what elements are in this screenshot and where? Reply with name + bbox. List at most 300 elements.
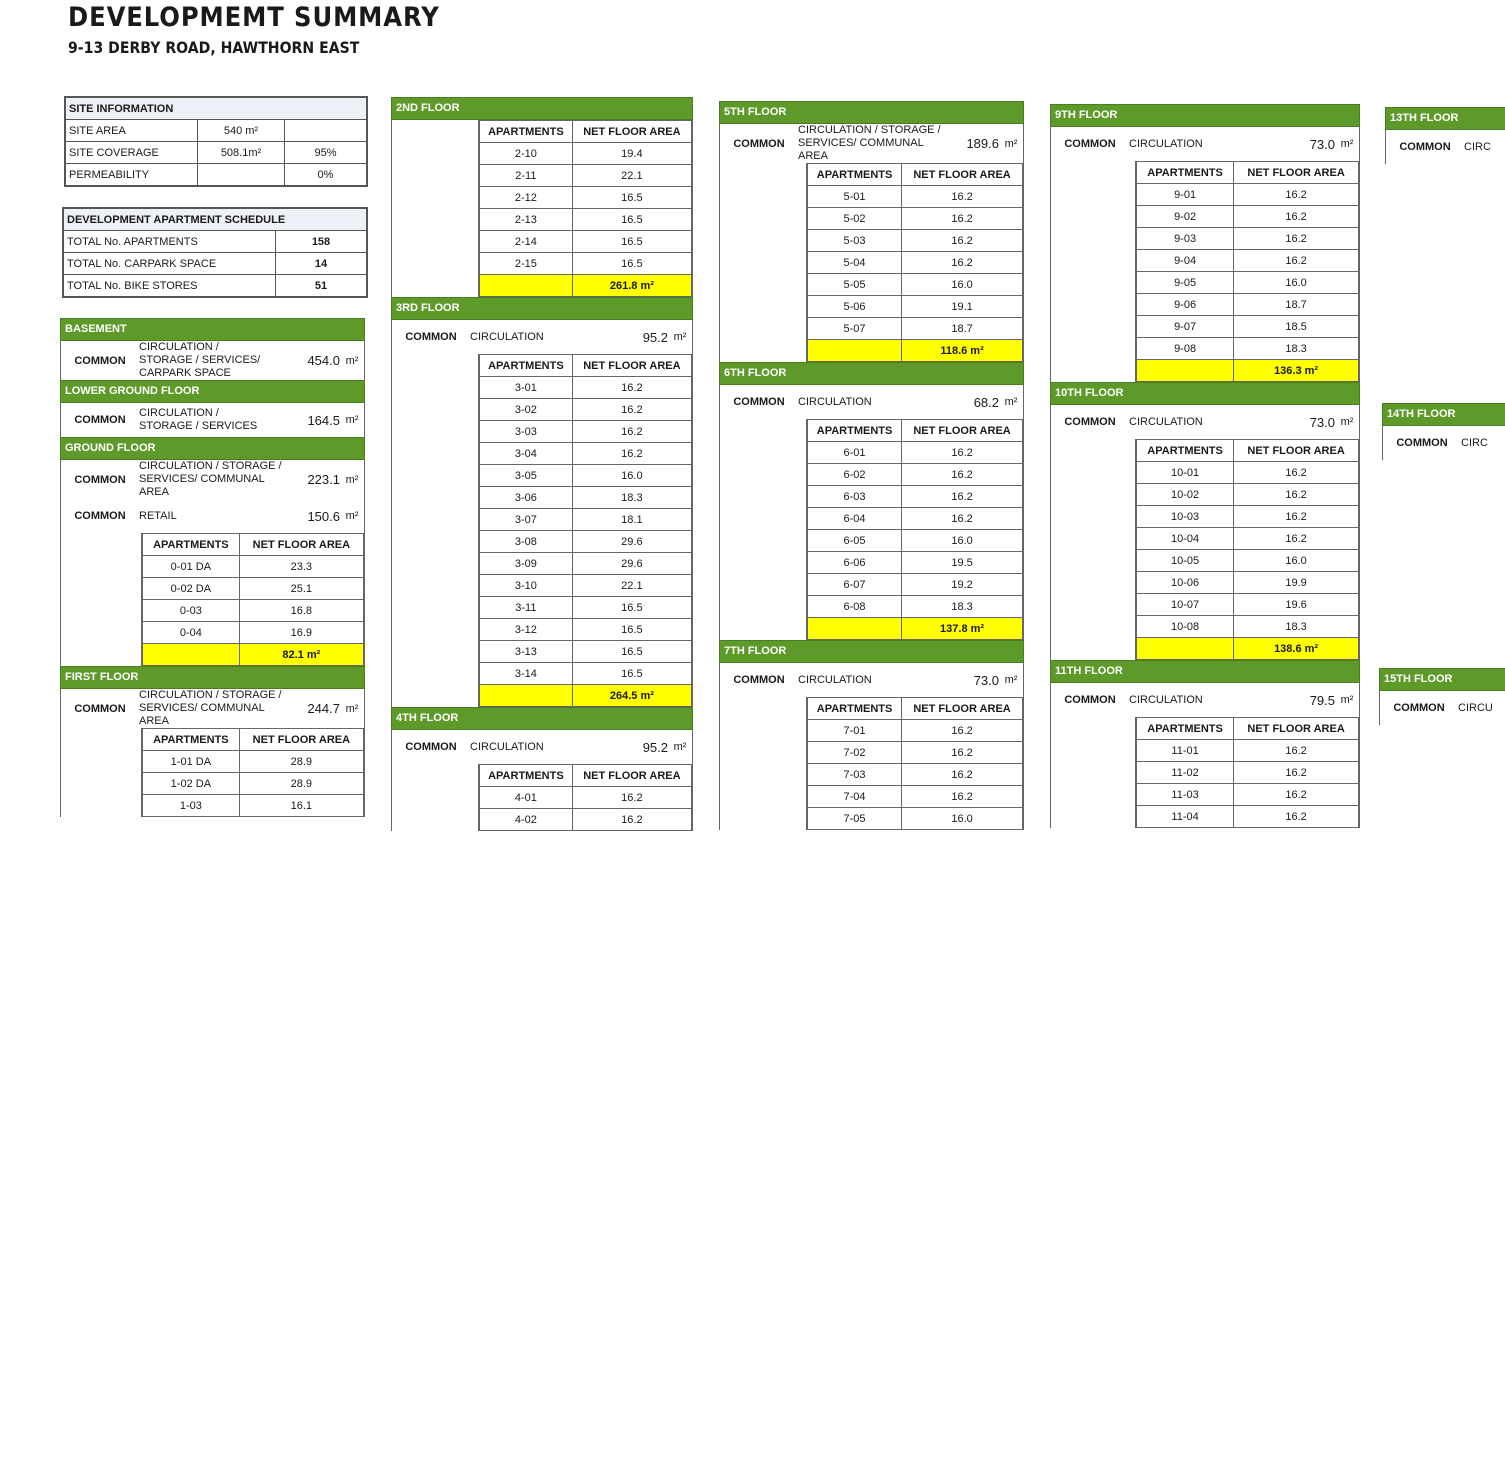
apartment-area: 16.2 [1234,462,1359,484]
common-label: COMMON [1396,437,1448,449]
unit-label: m² [673,741,687,753]
apartment-id: 3-04 [480,443,573,465]
common-area-row [719,124,1024,163]
table-row [480,231,692,253]
page-subtitle: 9-13 DERBY ROAD, HAWTHORN EAST [68,38,360,57]
apartment-id: 6-08 [808,596,902,618]
floor-heading: 4TH FLOOR [391,707,693,730]
table-row [808,808,1023,830]
net-floor-area-header: NET FLOOR AREA [1234,162,1359,184]
table-row [808,720,1023,742]
total-spacer [1137,360,1234,382]
apartment-area: 16.2 [1234,484,1359,506]
apartment-area: 18.1 [572,509,691,531]
common-description: CIRCU [1458,701,1493,714]
apartment-area: 16.0 [902,530,1023,552]
table-row: TOTAL No. CARPARK SPACE 14 [64,253,367,275]
apartment-id: 3-09 [480,553,573,575]
common-area-value: 223.1 [307,472,340,487]
net-floor-area-header: NET FLOOR AREA [1234,440,1359,462]
table-row [143,795,364,817]
table-row [143,600,364,622]
unit-label: m² [345,354,359,367]
apartment-area: 19.5 [902,552,1023,574]
unit-table [391,354,693,707]
apartment-area: 16.2 [1234,228,1359,250]
apartment-id: 9-08 [1137,338,1234,360]
apartment-area: 16.2 [902,508,1023,530]
apartment-area: 16.1 [239,795,363,817]
apartment-area: 16.2 [1234,740,1359,762]
unit-table [1050,161,1360,382]
net-floor-area-header: NET FLOOR AREA [572,355,691,377]
unit-table-header [143,729,364,751]
total-area: 138.6 m² [1234,638,1359,660]
apartment-id: 6-06 [808,552,902,574]
common-area-row [391,320,693,354]
net-floor-area-header: NET FLOOR AREA [902,164,1023,186]
total-row [1137,360,1359,382]
unit-table [719,419,1024,640]
floor-section-ground [60,437,365,666]
table-row [808,486,1023,508]
apartment-area: 28.9 [239,751,363,773]
unit-label: m² [1340,416,1354,428]
apartment-id: 10-04 [1137,528,1234,550]
total-area: 137.8 m² [902,618,1023,640]
common-area-row [1379,691,1505,725]
table-row [480,143,692,165]
table-row [480,165,692,187]
apartment-area: 16.2 [572,421,691,443]
unit-label: m² [345,702,359,715]
floor-section-fourteenth [1382,403,1505,460]
table-row [808,742,1023,764]
apartment-area: 16.2 [1234,506,1359,528]
table-row [808,596,1023,618]
apartment-area: 16.2 [902,208,1023,230]
table-row [1137,506,1359,528]
apartment-area: 18.5 [1234,316,1359,338]
common-description: RETAIL [139,509,177,522]
total-row [808,618,1023,640]
floor-column-5c [1379,668,1505,1469]
common-label: COMMON [733,137,785,150]
table-row [480,465,692,487]
apartment-id: 3-11 [480,597,573,619]
unit-label: m² [1340,694,1354,706]
apartment-area: 16.5 [572,641,691,663]
apartment-id: 3-10 [480,575,573,597]
apartment-id: 9-06 [1137,294,1234,316]
floor-column-2 [391,97,693,898]
apartment-id: 5-03 [808,230,902,252]
apartment-area: 16.9 [239,622,363,644]
table-row [1137,316,1359,338]
common-area-value: 244.7 [307,701,340,716]
common-description: CIRCULATION / STORAGE / SERVICES/ CARPARK SPACE [139,341,261,379]
table-row [1137,784,1359,806]
floor-heading: 11TH FLOOR [1050,660,1360,683]
page-title: DEVELOPMEMT SUMMARY [68,2,440,33]
unit-table [1050,439,1360,660]
apartment-area: 19.4 [572,143,691,165]
apartment-id: 3-01 [480,377,573,399]
apartment-id: 3-02 [480,399,573,421]
floor-heading: BASEMENT [60,318,365,341]
common-description: CIRCULATION / STORAGE / SERVICES [139,407,258,432]
apartment-area: 18.3 [902,596,1023,618]
net-floor-area-header: NET FLOOR AREA [902,420,1023,442]
unit-label: m² [345,473,359,486]
unit-table [391,120,693,297]
table-row [480,553,692,575]
apartment-area: 19.2 [902,574,1023,596]
site-information-heading: SITE INFORMATION [66,98,367,120]
apartment-area: 16.2 [902,720,1023,742]
table-row [480,487,692,509]
unit-table-header [1137,162,1359,184]
apartment-area: 18.3 [1234,616,1359,638]
common-area-row [719,385,1024,419]
table-row [1137,616,1359,638]
apartment-area: 16.2 [902,786,1023,808]
common-label: COMMON [1064,138,1116,150]
unit-label: m² [1004,396,1018,408]
table-row [480,253,692,275]
apartments-header: APARTMENTS [1137,440,1234,462]
common-area-value: 164.5 [307,412,340,428]
unit-label: m² [345,510,359,522]
table-row [808,508,1023,530]
common-label: COMMON [74,510,126,522]
apartments-header: APARTMENTS [143,534,240,556]
common-area-value: 95.2 [642,329,668,345]
apartment-area: 16.2 [902,230,1023,252]
apartment-id: 6-02 [808,464,902,486]
apartment-id: 11-01 [1137,740,1234,762]
table-row [808,552,1023,574]
floor-heading: GROUND FLOOR [60,437,365,460]
apartment-id: 4-02 [480,809,573,831]
common-label: COMMON [733,396,785,408]
apartment-id: 9-04 [1137,250,1234,272]
common-area-value: 73.0 [1309,136,1335,152]
unit-table-header [1137,718,1359,740]
apartment-area: 16.2 [902,764,1023,786]
table-row [1137,740,1359,762]
table-row: SITE AREA 540 m² [66,120,367,142]
apartment-area: 16.5 [572,231,691,253]
apartment-area: 16.0 [902,274,1023,296]
table-row [1137,550,1359,572]
common-area-value: 95.2 [642,739,668,755]
common-label: COMMON [1064,416,1116,428]
floor-heading: 5TH FLOOR [719,101,1024,124]
floor-heading: 15TH FLOOR [1379,668,1505,691]
apartment-id: 10-05 [1137,550,1234,572]
unit-table-header [808,698,1023,720]
common-description: CIRCULATION / STORAGE / SERVICES/ COMMUNAL AREA [139,460,282,498]
table-row [808,296,1023,318]
floor-column-1 [60,318,365,1119]
total-spacer [808,618,902,640]
floor-heading: 6TH FLOOR [719,362,1024,385]
common-area-row [60,689,365,728]
table-row [808,208,1023,230]
table-row [480,531,692,553]
apartment-id: 6-03 [808,486,902,508]
table-row [1137,206,1359,228]
apartment-id: 9-01 [1137,184,1234,206]
floor-heading: 10TH FLOOR [1050,382,1360,405]
unit-table [60,533,365,666]
net-floor-area-header: NET FLOOR AREA [572,765,691,787]
common-area-row [391,730,693,764]
table-row [480,399,692,421]
table-row [143,556,364,578]
floor-column-4 [1050,104,1360,905]
floor-section-eleventh [1050,660,1360,828]
apartment-id: 10-06 [1137,572,1234,594]
table-row: SITE COVERAGE 508.1m² 95% [66,142,367,164]
unit-table-spacer [1051,717,1136,828]
table-row [808,186,1023,208]
table-row [1137,250,1359,272]
apartment-area: 19.9 [1234,572,1359,594]
apartment-area: 16.2 [572,399,691,421]
apartment-id: 2-11 [480,165,573,187]
apartment-id: 6-05 [808,530,902,552]
unit-table-spacer [1051,161,1136,382]
unit-table-spacer [392,120,479,297]
common-area-row [1050,405,1360,439]
common-label: COMMON [74,473,126,486]
total-area: 136.3 m² [1234,360,1359,382]
apartment-area: 16.0 [1234,550,1359,572]
table-row [480,187,692,209]
floor-column-3 [719,101,1024,902]
table-row: TOTAL No. BIKE STORES 51 [64,275,367,297]
common-area-row [60,341,365,380]
floor-section-ninth [1050,104,1360,382]
apartment-id: 5-02 [808,208,902,230]
apartment-id: 7-01 [808,720,902,742]
floor-heading: LOWER GROUND FLOOR [60,380,365,403]
floor-section-sixth [719,362,1024,640]
table-row [1137,762,1359,784]
apartment-area: 19.6 [1234,594,1359,616]
apartment-id: 9-03 [1137,228,1234,250]
apartment-id: 7-04 [808,786,902,808]
table-row [1137,572,1359,594]
common-label: COMMON [74,702,126,715]
apartment-id: 1-02 DA [143,773,240,795]
common-description: CIRCULATION [1129,693,1203,706]
table-row [808,230,1023,252]
table-row [808,442,1023,464]
table-row [1137,272,1359,294]
unit-label: m² [673,331,687,343]
floor-section-tenth [1050,382,1360,660]
apartment-id: 0-04 [143,622,240,644]
table-row [480,377,692,399]
apartment-id: 6-07 [808,574,902,596]
apartments-header: APARTMENTS [480,121,573,143]
common-area-value: 68.2 [973,394,999,410]
unit-table-spacer [61,533,142,666]
apartment-area: 16.2 [902,442,1023,464]
apartment-id: 5-06 [808,296,902,318]
apartment-id: 10-01 [1137,462,1234,484]
table-row [1137,228,1359,250]
apartment-id: 0-02 DA [143,578,240,600]
apartment-area: 22.1 [572,165,691,187]
table-row [480,509,692,531]
total-area: 118.6 m² [902,340,1023,362]
net-floor-area-header: NET FLOOR AREA [572,121,691,143]
net-floor-area-header: NET FLOOR AREA [239,729,363,751]
apartment-area: 16.2 [572,443,691,465]
floor-section-fifteenth [1379,668,1505,725]
apartment-id: 3-08 [480,531,573,553]
apartment-id: 7-02 [808,742,902,764]
unit-table [719,697,1024,830]
table-row [480,575,692,597]
total-area: 261.8 m² [572,275,691,297]
apartment-area: 18.7 [1234,294,1359,316]
table-row [808,764,1023,786]
apartment-area: 16.2 [902,464,1023,486]
table-row [1137,594,1359,616]
table-row [143,773,364,795]
common-area-row [719,663,1024,697]
apartment-area: 25.1 [239,578,363,600]
apartment-area: 16.5 [572,253,691,275]
unit-table-header [143,534,364,556]
floor-section-thirteenth [1385,107,1505,164]
apartments-header: APARTMENTS [808,698,902,720]
common-label: COMMON [1393,702,1445,714]
total-spacer [480,275,573,297]
net-floor-area-header: NET FLOOR AREA [239,534,363,556]
apartment-id: 3-12 [480,619,573,641]
unit-table [60,728,365,817]
apartment-id: 5-01 [808,186,902,208]
apartment-area: 16.0 [572,465,691,487]
floor-section-fourth [391,707,693,831]
table-row [480,619,692,641]
apartment-area: 16.5 [572,619,691,641]
common-description: CIRCULATION [1129,415,1203,428]
unit-table-spacer [61,728,142,817]
apartment-id: 3-06 [480,487,573,509]
table-row [808,786,1023,808]
apartment-area: 18.3 [572,487,691,509]
common-area-row [1050,683,1360,717]
common-label: COMMON [405,331,457,343]
apartments-header: APARTMENTS [1137,162,1234,184]
apartment-schedule-table [62,207,368,298]
floor-section-third [391,297,693,707]
unit-label: m² [1340,138,1354,150]
apartment-id: 11-03 [1137,784,1234,806]
apartment-id: 2-13 [480,209,573,231]
unit-table-header [1137,440,1359,462]
apartments-header: APARTMENTS [480,355,573,377]
unit-table-header [480,355,692,377]
apartment-id: 2-15 [480,253,573,275]
common-area-row [60,499,365,533]
floor-section-second [391,97,693,297]
unit-table-header [480,765,692,787]
apartments-header: APARTMENTS [808,420,902,442]
common-description: CIRCULATION / STORAGE / SERVICES/ COMMUNAL AREA [798,124,941,162]
table-row [1137,806,1359,828]
apartment-id: 10-08 [1137,616,1234,638]
net-floor-area-header: NET FLOOR AREA [902,698,1023,720]
floor-section-first [60,666,365,817]
unit-table-spacer [720,697,807,830]
common-area-row [1382,426,1505,460]
table-row [480,421,692,443]
unit-label: m² [1004,137,1018,150]
apartments-header: APARTMENTS [143,729,240,751]
apartment-id: 3-05 [480,465,573,487]
apartment-area: 16.5 [572,597,691,619]
total-row [480,685,692,707]
common-description: CIRCULATION [470,740,544,753]
apartment-area: 16.0 [902,808,1023,830]
unit-table-spacer [720,419,807,640]
floor-section-seventh [719,640,1024,830]
total-row [480,275,692,297]
unit-table [719,163,1024,362]
table-row [480,209,692,231]
unit-table-header [808,420,1023,442]
table-row [143,622,364,644]
apartment-area: 18.3 [1234,338,1359,360]
table-row [1137,484,1359,506]
apartment-id: 5-04 [808,252,902,274]
apartment-area: 16.2 [1234,806,1359,828]
apartment-id: 5-05 [808,274,902,296]
apartment-id: 1-01 DA [143,751,240,773]
apartment-area: 16.2 [902,742,1023,764]
unit-table-spacer [1051,439,1136,660]
common-description: CIRCULATION [798,673,872,686]
common-label: COMMON [74,414,126,426]
unit-table [391,764,693,831]
common-description: CIRCULATION [470,330,544,343]
apartment-area: 23.3 [239,556,363,578]
floor-section-fifth [719,101,1024,362]
apartment-id: 0-01 DA [143,556,240,578]
apartment-id: 5-07 [808,318,902,340]
apartment-area: 16.2 [572,787,691,809]
floor-heading: 9TH FLOOR [1050,104,1360,127]
common-description: CIRCULATION [798,395,872,408]
apartment-id: 3-13 [480,641,573,663]
table-row [1137,338,1359,360]
apartment-area: 22.1 [572,575,691,597]
apartment-id: 11-02 [1137,762,1234,784]
unit-table-header [480,121,692,143]
apartments-header: APARTMENTS [1137,718,1234,740]
apartment-id: 0-03 [143,600,240,622]
total-row [1137,638,1359,660]
apartment-id: 9-05 [1137,272,1234,294]
